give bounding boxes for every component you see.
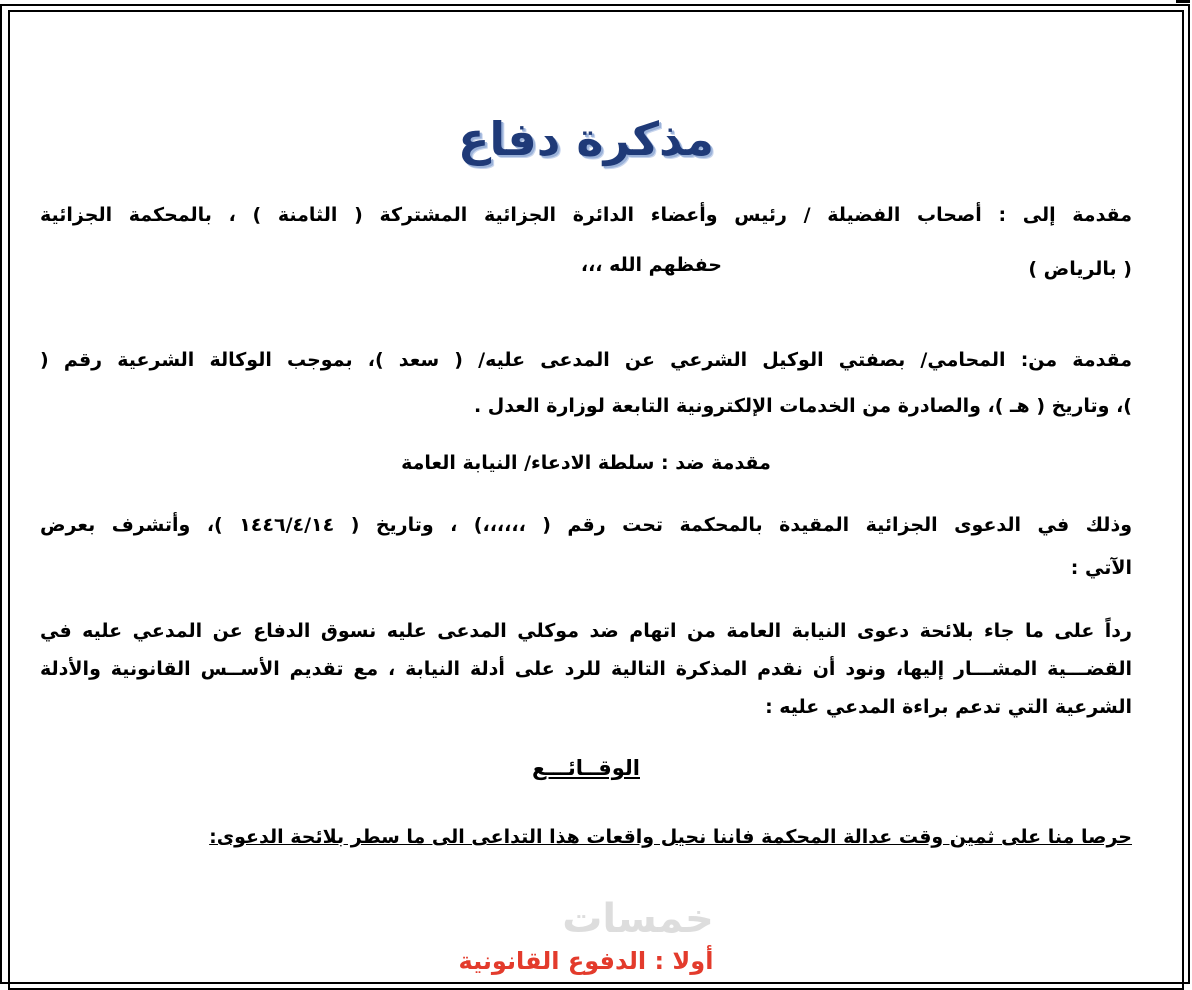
against-line: مقدمة ضد : سلطة الادعاء/ النيابة العامة xyxy=(401,452,771,474)
facts-heading: الوقــائـــع xyxy=(531,756,640,780)
document-page xyxy=(40,0,1132,975)
corner-mark xyxy=(1176,0,1190,3)
from-line-2: )، وتاريخ ( هـ )، والصادرة من الخدمات الإلكترونية التابعة لوزارة العدل . xyxy=(473,395,1132,417)
to-line-2-place: ( بالرياض ) xyxy=(1028,258,1132,280)
document-title: مذكرة دفاع xyxy=(457,112,714,166)
facts-line: حرصا منا على ثمين وقت عدالة المحكمة فاننا نحيل واقعات هذا التداعى الى ما سطر بلائحة الدعوى: xyxy=(209,826,1132,848)
reply-line-2: القضـــية المشـــار إليها، ونود أن نقدم المذكرة التالية للرد على أدلة النيابة ، مع تقديم الأســس القانونية والأدلة xyxy=(40,658,1132,680)
case-line-2: الآتي : xyxy=(1070,557,1132,579)
reply-line-1: رداً على ما جاء بلائحة دعوى النيابة العامة من اتهام ضد موكلي المدعى عليه نسوق الدفاع عن المدعي عليه في xyxy=(40,620,1132,642)
watermark-logo: خمسات xyxy=(562,896,714,942)
case-line-1: وذلك في الدعوى الجزائية المقيدة بالمحكمة تحت رقم ( ،،،،،،) ، وتاريخ ( ١٤٤٦/٤/١٤ )، وأتشرف بعرض xyxy=(40,514,1132,536)
first-defense-heading: أولا : الدفوع القانونية xyxy=(458,947,714,975)
to-line-1: مقدمة إلى : أصحاب الفضيلة / رئيس وأعضاء الدائرة الجزائية المشتركة ( الثامنة ) ، بالمحكمة الجزائية xyxy=(40,204,1132,226)
reply-line-3: الشرعية التي تدعم براءة المدعي عليه : xyxy=(765,696,1132,718)
to-line-2-greeting: حفظهم الله ،،، xyxy=(580,254,722,276)
from-line-1: مقدمة من: المحامي/ بصفتي الوكيل الشرعي عن المدعى عليه/ ( سعد )، بموجب الوكالة الشرعية رقم ( xyxy=(40,349,1132,371)
